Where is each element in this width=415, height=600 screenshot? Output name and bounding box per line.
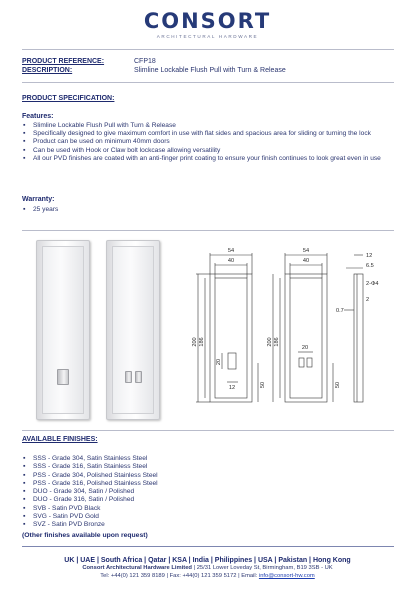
feature-item: ▪ Specifically designed to give maximum comfort in use with flat sides and spacious area for sliding or turning the lock (22, 130, 394, 138)
dim-holes: 2-Φ4 (366, 281, 379, 287)
footer-contact: Tel: +44(0) 121 359 8189 | Fax: +44(0) 121 359 5172 | Email: (100, 572, 259, 579)
finish-item: ▪ SVG - Satin PVD Gold (22, 513, 394, 521)
finishes-note: (Other finishes available upon request) (22, 532, 148, 539)
finish-item: ▪ DUO - Grade 304, Satin / Polished (22, 488, 394, 496)
finish-item: ▪ SVB - Satin PVD Black (22, 505, 394, 513)
rear-view-recess (290, 278, 322, 398)
finish-item: ▪ DUO - Grade 316, Satin / Polished (22, 496, 394, 504)
warranty-title: Warranty: (22, 196, 55, 203)
features-title: Features: (22, 113, 54, 120)
dim-height-outer: 200 (192, 337, 198, 347)
description-label: DESCRIPTION: (22, 67, 73, 74)
front-view-outline (210, 274, 252, 402)
dim-height-outer-2: 200 (267, 337, 273, 347)
feature-item: ▪ Product can be used on minimum 40mm doors (22, 138, 394, 146)
footer-contact-line (0, 573, 415, 581)
front-view-turn (228, 353, 236, 369)
technical-drawing (186, 240, 396, 420)
product-reference-block (22, 57, 286, 75)
dim-turn-width: 20 (301, 345, 309, 351)
drawing-divider (22, 430, 394, 431)
release-indicator-left (125, 371, 132, 383)
header-divider (22, 49, 394, 50)
feature-item: ▪ Can be used with Hook or Claw bolt lockcase allowing versatility (22, 147, 394, 155)
footer-company: Consort Architectural Hardware Limited (82, 565, 192, 571)
dim-width-inner-2: 40 (302, 258, 310, 264)
product-reference-label: PRODUCT REFERENCE: (22, 58, 105, 65)
finishes-title: AVAILABLE FINISHES: (22, 436, 98, 443)
footer-divider (22, 546, 394, 547)
finish-item: ▪ SVZ - Satin PVD Bronze (22, 521, 394, 529)
dim-width-inner: 40 (227, 258, 235, 264)
dim-lock-height: 20 (216, 358, 222, 366)
warranty-item: ▪ 25 years (22, 206, 394, 214)
dim-wall: 2 (366, 297, 370, 303)
dim-height-inner: 186 (199, 337, 205, 347)
footer-countries: UK | UAE | South Africa | Qatar | KSA | India | Philippines | USA | Pakistan | Hong Kong (64, 557, 351, 564)
dim-lip: 6.5 (366, 263, 374, 269)
footer-email-link[interactable]: info@consort-hw.com (258, 572, 315, 579)
feature-item: ▪ All our PVD finishes are coated with an anti-finger print coating to ensure your finish continues to look great even in use (22, 155, 394, 163)
dim-lock-position: 50 (260, 381, 266, 389)
brand-tagline: ARCHITECTURAL HARDWARE (156, 34, 259, 39)
dim-lock-width: 12 (228, 385, 236, 391)
rear-view-indicator-right (307, 358, 312, 367)
description-value: Slimline Lockable Flush Pull with Turn & Release (134, 67, 286, 74)
flush-pull-rear (106, 240, 160, 420)
spec-divider (22, 230, 394, 231)
reference-divider (22, 82, 394, 83)
rear-view-outline (285, 274, 327, 402)
dim-lock-position-2: 50 (335, 381, 341, 389)
product-reference-value: CFP18 (134, 58, 156, 65)
footer (0, 556, 415, 580)
dim-gap: 0.7 (336, 308, 344, 314)
dim-width-outer: 54 (227, 248, 235, 254)
front-view-recess (215, 278, 247, 398)
specification-title: PRODUCT SPECIFICATION: (22, 95, 115, 102)
feature-item: ▪ Slimline Lockable Flush Pull with Turn & Release (22, 122, 394, 130)
brand-name: CONSORT (143, 9, 272, 33)
turn-knob (57, 369, 69, 385)
finish-item: ▪ PSS - Grade 316, Polished Stainless Steel (22, 480, 394, 488)
finish-item: ▪ SSS - Grade 304, Satin Stainless Steel (22, 455, 394, 463)
rear-view-indicator-left (299, 358, 304, 367)
finish-item: ▪ SSS - Grade 316, Satin Stainless Steel (22, 463, 394, 471)
warranty-list (22, 206, 394, 214)
dim-depth: 12 (366, 253, 373, 259)
side-view-outline (354, 274, 363, 402)
flush-pull-front (36, 240, 90, 420)
footer-address-line (0, 565, 415, 573)
release-indicator-right (135, 371, 142, 383)
footer-address: | 25/31 Lower Loveday St, Birmingham, B19 3SB - UK (191, 565, 333, 571)
brand-logo (0, 10, 415, 39)
product-photo (36, 240, 162, 420)
dim-width-outer-2: 54 (302, 248, 310, 254)
finishes-list (22, 455, 394, 530)
dim-height-inner-2: 186 (274, 337, 280, 347)
features-list (22, 122, 394, 163)
finish-item: ▪ PSS - Grade 304, Polished Stainless Steel (22, 472, 394, 480)
